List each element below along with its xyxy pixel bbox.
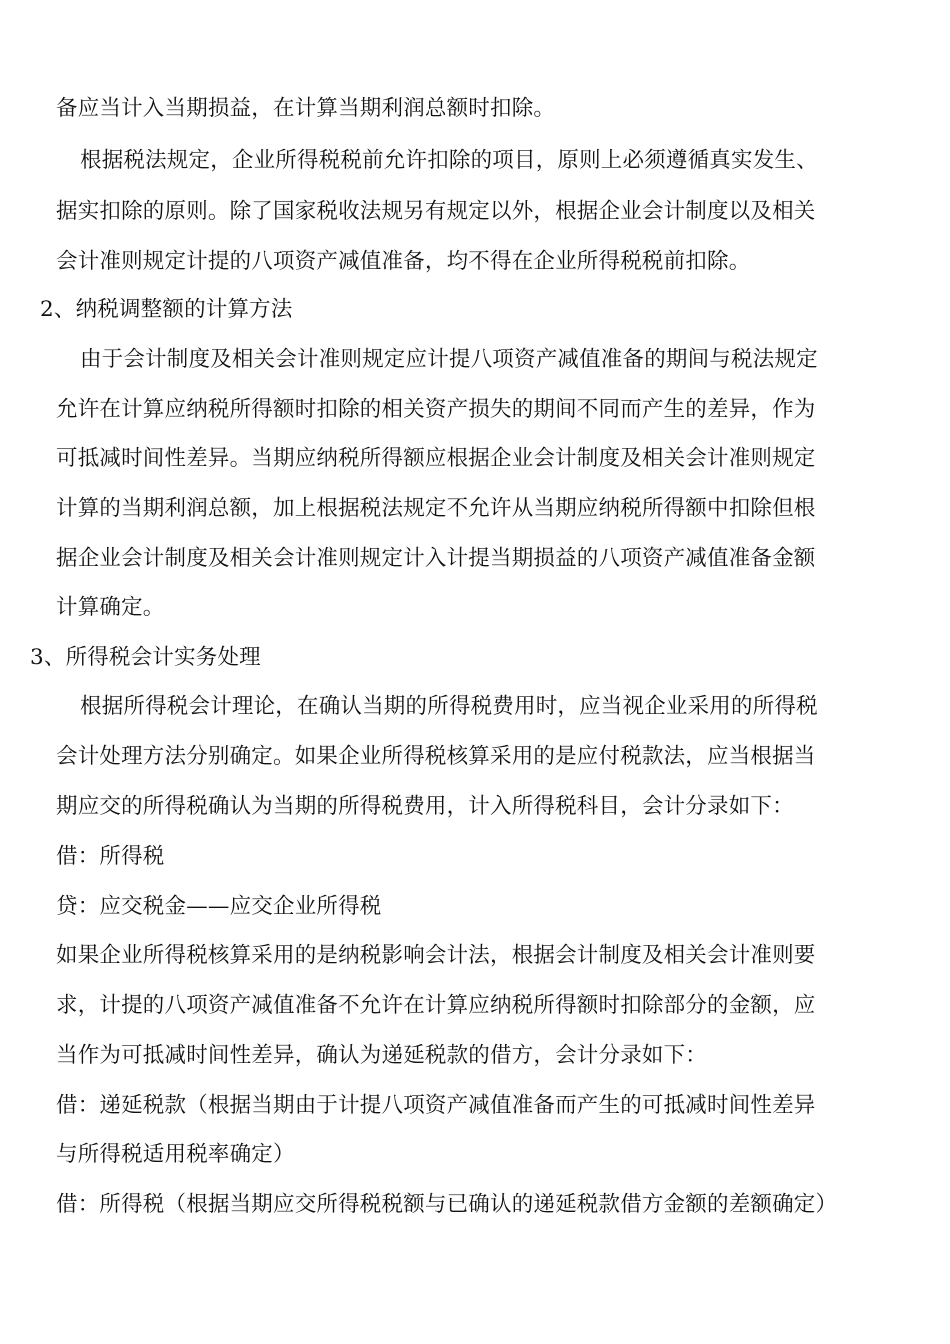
paragraph-start-line: 根据所得税会计理论，在确认当期的所得税费用时，应当视企业采用的所得税 — [80, 694, 818, 719]
text-line: 备应当计入当期损益，在计算当期利润总额时扣除。 — [56, 96, 556, 121]
text-line: 求，计提的八项资产减值准备不允许在计算应纳税所得额时扣除部分的金额，应 — [56, 993, 816, 1018]
text-line: 计算的当期利润总额，加上根据税法规定不允许从当期应纳税所得额中扣除但根 — [56, 496, 816, 521]
text-line: 据实扣除的原则。除了国家税收法规另有规定以外，根据企业会计制度以及相关 — [56, 199, 816, 224]
journal-entry-debit: 借：递延税款（根据当期由于计提八项资产减值准备而产生的可抵减时间性差异 — [56, 1093, 816, 1118]
journal-entry-credit: 贷：应交税金——应交企业所得税 — [56, 894, 382, 919]
text-line: 据企业会计制度及相关会计准则规定计入计提当期损益的八项资产减值准备金额 — [56, 546, 816, 571]
journal-entry-debit: 借：所得税（根据当期应交所得税税额与已确认的递延税款借方金额的差额确定） — [56, 1192, 838, 1217]
text-line: 计算确定。 — [56, 595, 165, 620]
paragraph-start-line: 由于会计制度及相关会计准则规定应计提八项资产减值准备的期间与税法规定 — [80, 347, 818, 372]
text-line: 期应交的所得税确认为当期的所得税费用，计入所得税科目，会计分录如下： — [56, 794, 794, 819]
text-line: 与所得税适用税率确定） — [56, 1142, 295, 1167]
journal-entry-debit: 借：所得税 — [56, 844, 165, 869]
text-line: 允许在计算应纳税所得额时扣除的相关资产损失的期间不同而产生的差异，作为 — [56, 397, 816, 422]
text-line: 如果企业所得税核算采用的是纳税影响会计法，根据会计制度及相关会计准则要 — [56, 943, 816, 968]
paragraph-start-line: 根据税法规定，企业所得税税前允许扣除的项目，原则上必须遵循真实发生、 — [80, 148, 818, 173]
text-line: 会计准则规定计提的八项资产减值准备，均不得在企业所得税税前扣除。 — [56, 249, 751, 274]
section-heading-2: 2、纳税调整额的计算方法 — [40, 297, 293, 322]
text-line: 当作为可抵减时间性差异，确认为递延税款的借方，会计分录如下： — [56, 1043, 708, 1068]
text-line: 可抵减时间性差异。当期应纳税所得额应根据企业会计制度及相关会计准则规定 — [56, 446, 816, 471]
section-heading-3: 3、所得税会计实务处理 — [30, 645, 261, 670]
text-line: 会计处理方法分别确定。如果企业所得税核算采用的是应付税款法，应当根据当 — [56, 744, 816, 769]
